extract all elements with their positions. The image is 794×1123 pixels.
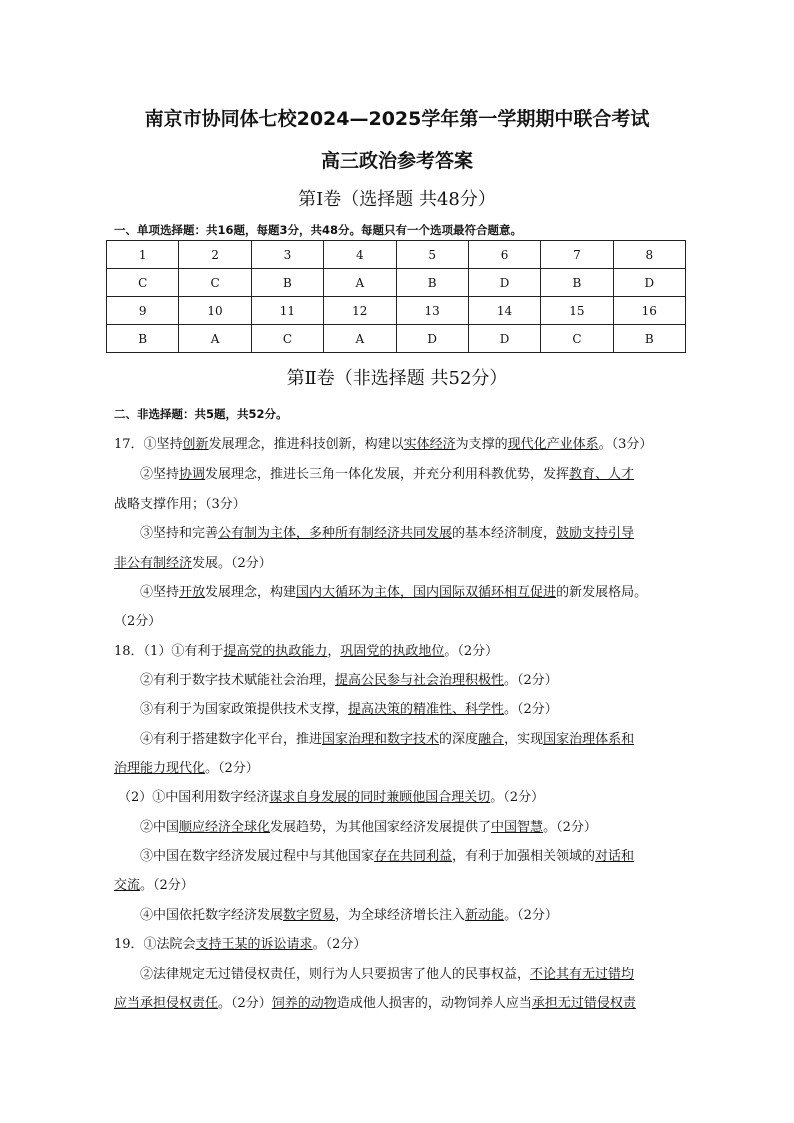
answer-line: ②中国顺应经济全球化发展趋势，为其他国家经济发展提供了中国智慧。（2分） — [140, 820, 597, 835]
table-cell: 9 — [107, 297, 179, 325]
answer-line: （2）①中国利用数字经济谋求自身发展的同时兼顾他国合理关切。（2分） — [118, 790, 545, 805]
answer-line: ④中国依托数字经济发展数字贸易，为全球经济增长注入新动能。（2分） — [140, 908, 558, 923]
answer-line: ③中国在数字经济发展过程中与其他国家存在共同利益，有利于加强相关领域的对话和 — [140, 849, 635, 864]
document-subtitle: 高三政治参考答案 — [320, 150, 473, 172]
table-cell: 10 — [179, 297, 251, 325]
table-cell: 2 — [179, 241, 251, 269]
table-cell: B — [107, 325, 179, 353]
answer-line: （2分） — [114, 614, 162, 629]
answer-line: ②有利于数字技术赋能社会治理，提高公民参与社会治理积极性。（2分） — [140, 673, 558, 688]
answer-line: ③坚持和完善公有制为主体，多种所有制经济共同发展的基本经济制度，鼓励支持引导 — [140, 526, 635, 541]
document-title: 南京市协同体七校2024—2025学年第一学期期中联合考试 — [144, 108, 650, 130]
table-cell: 5 — [396, 241, 468, 269]
table-cell: A — [179, 325, 251, 353]
table-cell: A — [324, 325, 396, 353]
table-cell: C — [541, 325, 613, 353]
part2-instruction: 二、非选择题：共5题，共52分。 — [114, 407, 288, 421]
table-cell: B — [613, 325, 685, 353]
table-cell: D — [396, 325, 468, 353]
table-cell: C — [251, 325, 323, 353]
part1-heading: 第Ⅰ卷（选择题 共48分） — [298, 189, 496, 210]
table-cell: 15 — [541, 297, 613, 325]
table-cell: 12 — [324, 297, 396, 325]
answer-line: 19．①法院会支持王某的诉讼请求。（2分） — [114, 937, 367, 952]
part1-instruction: 一、单项选择题：共16题，每题3分，共48分。每题只有一个选项最符合题意。 — [114, 223, 523, 237]
answer-line: ②法律规定无过错侵权责任，则行为人只要损害了他人的民事权益，不论其有无过错均 — [140, 967, 635, 982]
answer-line: 非公有制经济发展。（2分） — [114, 556, 272, 571]
table-cell: B — [251, 269, 323, 297]
table-cell: 13 — [396, 297, 468, 325]
answer-line: 17．①坚持创新发展理念，推进科技创新，构建以实体经济为支撑的现代化产业体系。（3分） — [114, 437, 653, 452]
table-row — [107, 325, 686, 353]
table-row — [107, 297, 686, 325]
table-row — [107, 269, 686, 297]
answer-line: 交流。（2分） — [114, 878, 194, 893]
table-cell: B — [396, 269, 468, 297]
table-cell: C — [107, 269, 179, 297]
answer-line: ③有利于为国家政策提供技术支撑，提高决策的精准性、科学性。（2分） — [140, 702, 558, 717]
table-cell: 4 — [324, 241, 396, 269]
table-cell: D — [613, 269, 685, 297]
table-cell: 8 — [613, 241, 685, 269]
table-cell: D — [468, 325, 540, 353]
answer-line: ④坚持开放发展理念，构建国内大循环为主体，国内国际双循环相互促进的新发展格局。 — [140, 585, 648, 600]
answer-line: 应当承担侵权责任。（2分）饲养的动物造成他人损害的，动物饲养人应当承担无过错侵权责 — [114, 996, 636, 1011]
table-cell: 3 — [251, 241, 323, 269]
answer-line: 治理能力现代化。（2分） — [114, 761, 259, 776]
table-cell: B — [541, 269, 613, 297]
table-row — [107, 241, 686, 269]
table-cell: 1 — [107, 241, 179, 269]
answer-line: 战略支撑作用；（3分） — [114, 497, 246, 512]
table-cell: 6 — [468, 241, 540, 269]
table-cell: D — [468, 269, 540, 297]
table-cell: A — [324, 269, 396, 297]
answer-line: ②坚持协调发展理念，推进长三角一体化发展，并充分利用科教优势，发挥教育、人才 — [140, 467, 635, 482]
answer-table — [106, 240, 686, 353]
table-cell: 14 — [468, 297, 540, 325]
table-cell: 7 — [541, 241, 613, 269]
table-cell: 11 — [251, 297, 323, 325]
answer-line: ④有利于搭建数字化平台，推进国家治理和数字技术的深度融合，实现国家治理体系和 — [140, 732, 635, 747]
table-cell: 16 — [613, 297, 685, 325]
answer-line: 18．（1）①有利于提高党的执政能力，巩固党的执政地位。（2分） — [114, 644, 499, 659]
part2-heading: 第Ⅱ卷（非选择题 共52分） — [286, 368, 508, 389]
table-cell: C — [179, 269, 251, 297]
